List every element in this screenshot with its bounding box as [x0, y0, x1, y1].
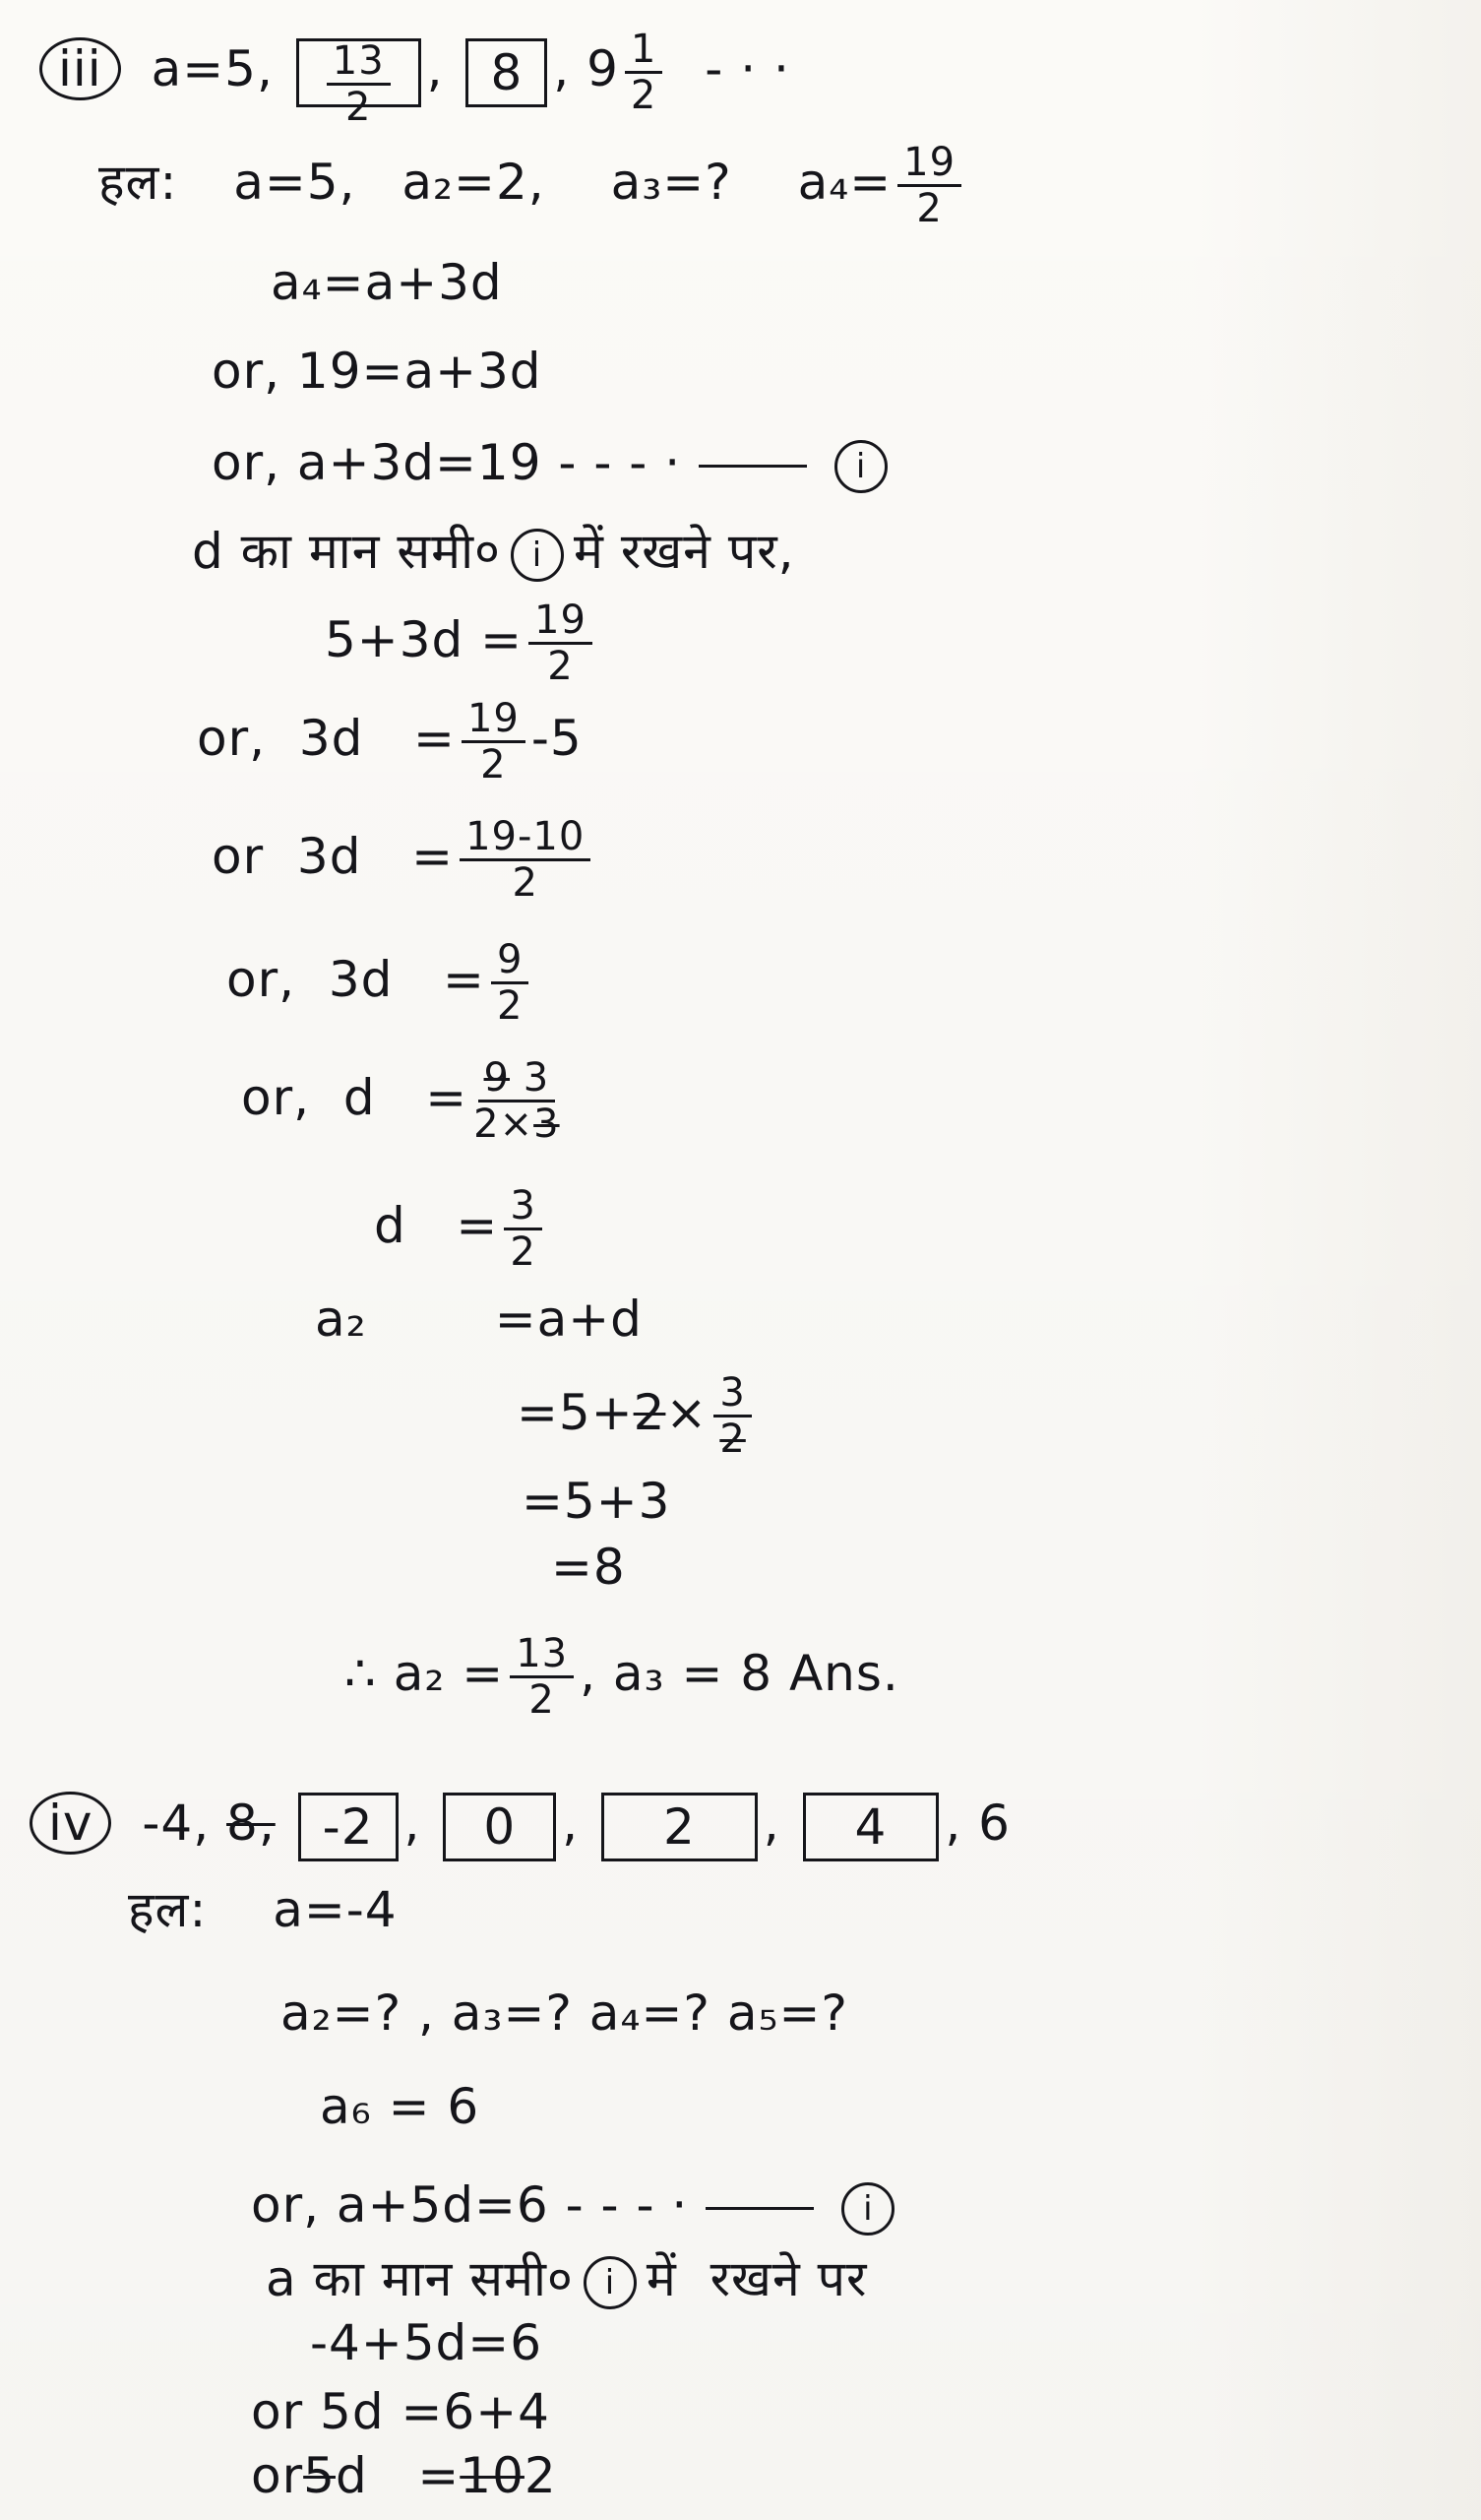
step-4: d का मान समी० i में रखने पर,: [192, 523, 795, 580]
iv-step-5: -4+5d=6: [310, 2314, 543, 2371]
step-8: or, 3d = $\frac{9}{2}$: [226, 940, 534, 1026]
step-9: or, d = $\frac{9 3}{2\times 3}$: [241, 1055, 560, 1147]
blank-box-5: 2: [601, 1793, 758, 1861]
mixed-whole: 9: [586, 40, 619, 97]
section-iii-given: हल: a=5, a₂=2, a₃=? a₄= $\frac{19}{2}$: [98, 143, 967, 228]
section-iv-question: iv -4, 8, -2 , 0 , 2 , 4 , 6: [30, 1792, 1011, 1861]
iv-step-3: or, a+5d=6 - - - · i: [251, 2180, 904, 2236]
step-10: d = $\frac{3}{2}$: [374, 1186, 548, 1272]
iv-step-4: a का मान समी० i में रखने पर: [266, 2250, 868, 2307]
blank-box-1: $\frac{13}{2}$: [296, 38, 421, 107]
step-7: or 3d = $\frac{19-10}{2}$: [212, 817, 596, 903]
term-a: a=5,: [151, 40, 274, 97]
blank-box-2: 8: [465, 38, 547, 107]
step-2: or, 19=a+3d: [212, 343, 542, 400]
trailing-dots: - · ·: [705, 40, 790, 97]
section-iii-question: iii a=5, $\frac{13}{2}$ , 8 , 9 $\frac{1}{2}$ - · ·: [39, 30, 790, 115]
section-iv-given: हल: a=-4: [128, 1881, 398, 1938]
hal-label-iv: हल:: [128, 1881, 208, 1938]
section-iv-label: iv: [30, 1792, 111, 1855]
mixed-frac: $\frac{1}{2}$: [625, 30, 662, 115]
blank-box-3: -2: [298, 1793, 399, 1861]
step-5: 5+3d = $\frac{19}{2}$: [325, 600, 598, 686]
step-12: =5+2× $\frac{3}{2}$: [517, 1373, 758, 1459]
hal-label: हल:: [98, 154, 178, 211]
step-3: or, a+3d=19 - - - · i: [212, 438, 897, 493]
iv-step-6: or 5d =6+4: [251, 2383, 550, 2440]
iv-step-1: a₂=? , a₃=? a₄=? a₅=?: [280, 1984, 848, 2042]
bleed-through-shading: [1191, 0, 1481, 2520]
step-13: =5+3: [522, 1473, 671, 1530]
step-6: or, 3d = $\frac{19}{2}$ -5: [197, 696, 583, 788]
step-14: =8: [551, 1539, 626, 1596]
step-11: a₂ =a+d: [315, 1291, 643, 1348]
section-iii-label: iii: [39, 37, 121, 100]
blank-box-6: 4: [803, 1793, 940, 1861]
blank-box-4: 0: [443, 1793, 556, 1861]
step-1: a₄=a+3d: [271, 254, 503, 311]
answer-iii: ∴ a₂ = $\frac{13}{2}$ , a₃ = 8 Ans.: [344, 1631, 899, 1723]
iv-step-7: or5d =102: [251, 2447, 557, 2504]
equation-ref: i: [834, 440, 888, 493]
iv-step-2: a₆ = 6: [320, 2078, 480, 2135]
